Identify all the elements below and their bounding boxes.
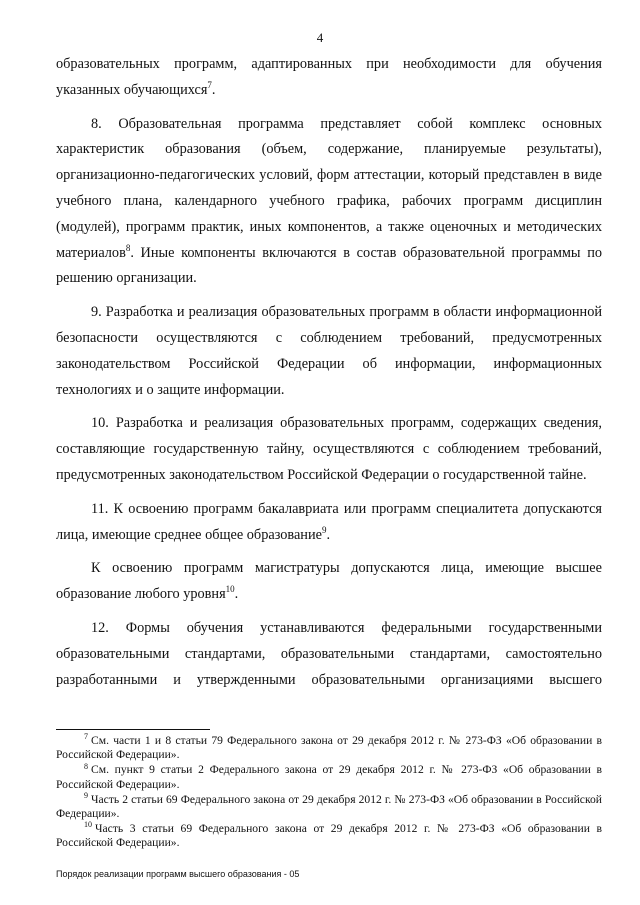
paragraph-text: . Иные компоненты включаются в состав образовательной программы по решению организации. bbox=[56, 244, 602, 287]
footnote-text: Часть 2 статьи 69 Федерального закона от 29 декабря 2012 г. № 273-ФЗ «Об образовании в Российской Федерации». bbox=[56, 792, 602, 821]
footnote-item bbox=[56, 822, 602, 850]
footnote-number: 10 bbox=[84, 820, 92, 830]
paragraph-p10 bbox=[56, 411, 602, 488]
paragraph-p11b bbox=[56, 556, 602, 608]
footnote-number: 8 bbox=[84, 761, 88, 771]
footnote-text: Часть 3 статьи 69 Федерального закона от 29 декабря 2012 г. № 273-ФЗ «Об образовании в Российской Федерации». bbox=[56, 822, 602, 850]
paragraph-text: 12. Формы обучения устанавливаются федеральными государственными образовательными стандартами, образовательными стандартами, самостоятельно разработанными и утвержденными образовательными организациями высшего bbox=[56, 619, 602, 688]
paragraph-text: 11. К освоению программ бакалавриата или программ специалитета допускаются лица, имеющие среднее общее образование bbox=[56, 500, 602, 543]
paragraph-text: . bbox=[326, 526, 331, 543]
footnote-item bbox=[56, 763, 602, 791]
paragraph-text: . bbox=[211, 81, 216, 98]
footnote-text: См. части 1 и 8 статьи 79 Федерального закона от 29 декабря 2012 г. № 273-ФЗ «Об образовании в Российской Федерации». bbox=[56, 734, 602, 762]
footnote-reference: 7 bbox=[207, 80, 212, 91]
footnote-item bbox=[56, 790, 602, 821]
footnote-reference: 8 bbox=[125, 242, 131, 253]
footnote-number: 7 bbox=[84, 732, 88, 742]
footnote-item bbox=[56, 734, 602, 762]
footnote-reference: 10 bbox=[225, 584, 235, 595]
paragraph-p-cont bbox=[56, 52, 602, 104]
footnote-reference: 9 bbox=[321, 524, 327, 535]
paragraph-text: 9. Разработка и реализация образовательных программ в области информационной безопасности осуществляются с соблюдением требований, предусмотренных законодательством Российской Федерации об информации, информационных технологиях и о защите информации. bbox=[56, 304, 602, 398]
footnote-text: См. пункт 9 статьи 2 Федерального закона от 29 декабря 2012 г. № 273-ФЗ «Об образовании в Российской Федерации». bbox=[56, 763, 602, 791]
paragraph-p9 bbox=[56, 300, 602, 403]
document-body bbox=[56, 52, 602, 693]
footnote-divider bbox=[56, 729, 210, 730]
page-number: 4 bbox=[316, 30, 324, 45]
paragraph-p8 bbox=[56, 112, 602, 293]
paragraph-p11 bbox=[56, 497, 602, 549]
paragraph-text: 10. Разработка и реализация образовательных программ, содержащих сведения, составляющие государственную тайну, осуществляются с соблюдением требований, предусмотренных законодательством Российской Федерации о государственной тайне. bbox=[56, 415, 602, 483]
paragraph-text: 8. Образовательная программа представляет собой комплекс основных характеристик образования (объем, содержание, планируемые результаты), организационно-педагогических условий, форм аттестации, который представлен в виде учебного плана, календарного учебного графика, рабочих программ дисциплин (модулей), программ практик, иных компонентов, а также оценочных и методических материалов bbox=[56, 115, 602, 261]
footnote-number: 9 bbox=[84, 790, 88, 800]
paragraph-text: образовательных программ, адаптированных при необходимости для обучения указанных обучающихся bbox=[56, 56, 602, 98]
paragraph-text: К освоению программ магистратуры допускаются лица, имеющие высшее образование любого уровня bbox=[56, 560, 602, 603]
paragraph-p12 bbox=[56, 616, 602, 693]
footer-document-label: Порядок реализации программ высшего образования - 05 bbox=[56, 869, 300, 879]
footnotes bbox=[56, 734, 602, 852]
paragraph-text: . bbox=[234, 586, 239, 603]
